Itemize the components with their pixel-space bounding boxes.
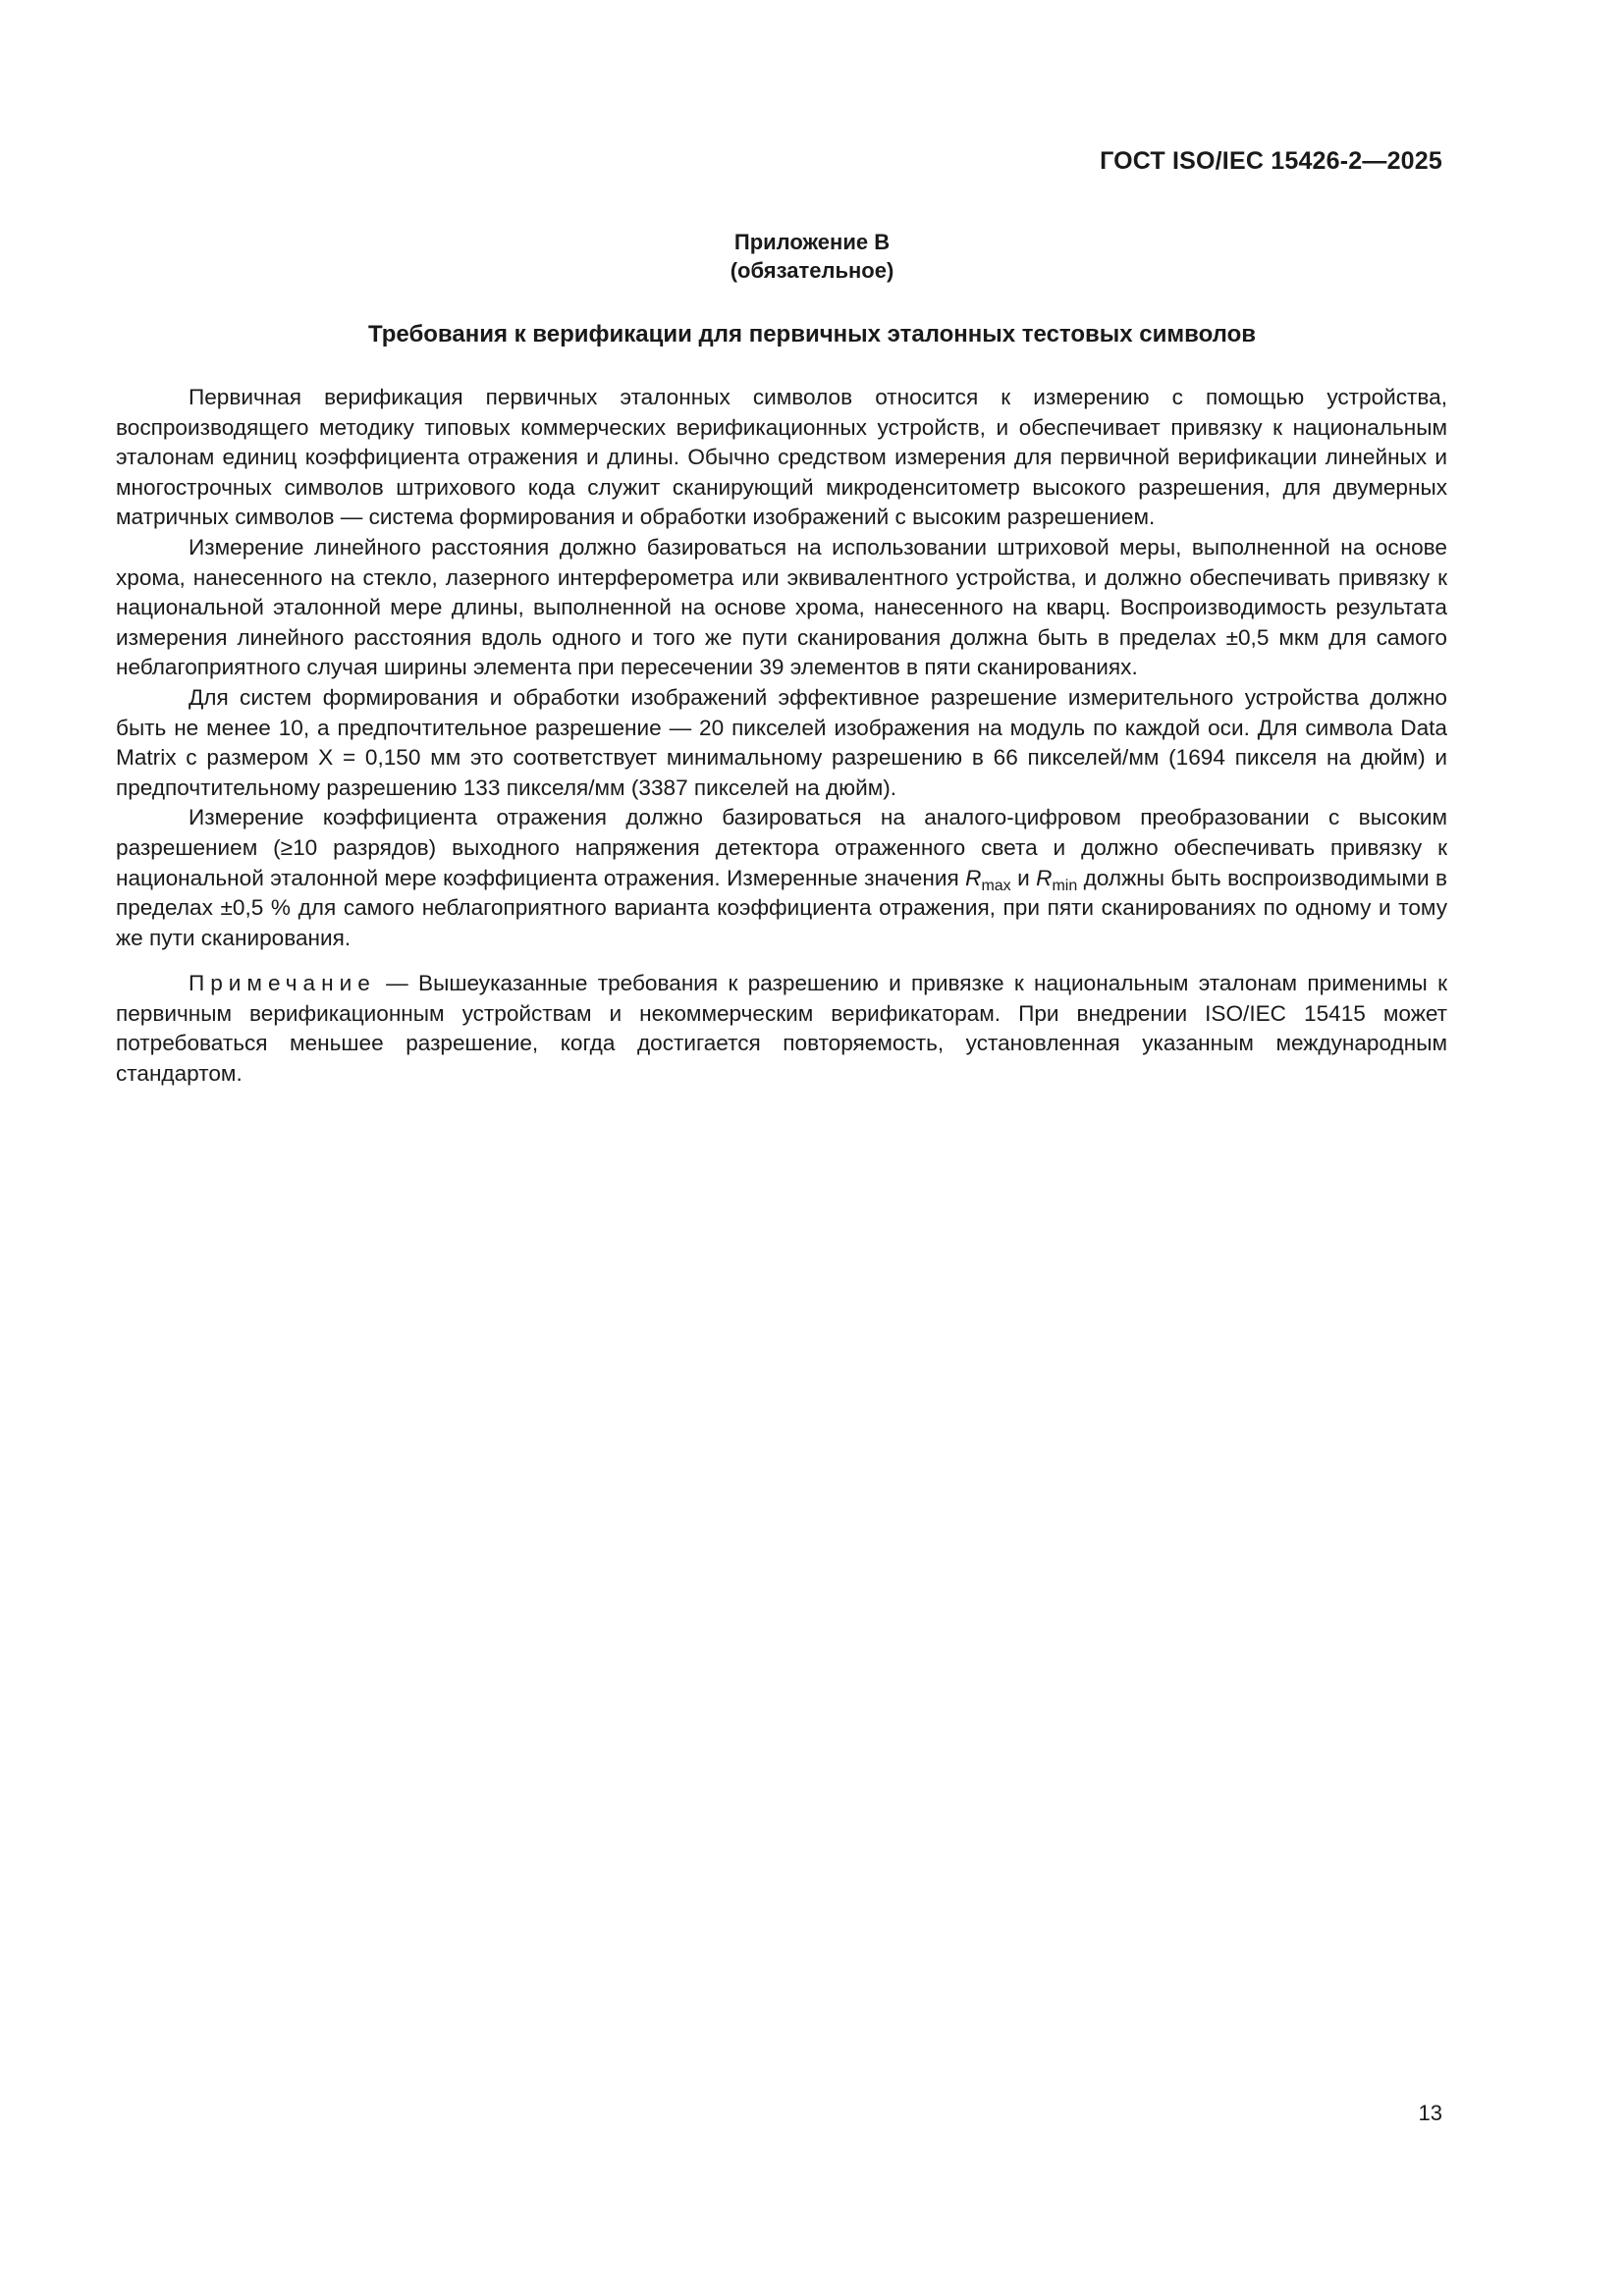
paragraph-linear-distance: Измерение линейного расстояния должно базироваться на использовании штриховой меры, выполненной на основе хрома, нанесенного на стекло, лазерного интерферометра или эквивалентного устройства, и должно обеспечивать привязку к национальной эталонной мере длины, выполненной на основе хрома, нанесенного на кварц. Воспроизводимость результата измерения линейного расстояния вдоль одного и того же пути сканирования должна быть в пределах ±0,5 мкм для самого неблагоприятного случая ширины элемента при пересечении 39 элементов в пяти сканированиях.	[116, 534, 1447, 680]
reflectance-conjunction: и	[1010, 865, 1037, 890]
page-number: 13	[1418, 2101, 1442, 2125]
paragraph-imaging-resolution: Для систем формирования и обработки изображений эффективное разрешение измерительного устройства должно быть не менее 10, а предпочтительное разрешение — 20 пикселей изображения на модуль по каждой оси. Для символа Data Matrix с размером X = 0,150 мм это соответствует минимальному разрешению в 66 пикселей/мм (1694 пикселя на дюйм) и предпочтительному разрешению 133 пикселя/мм (3387 пикселей на дюйм).	[116, 684, 1447, 800]
annex-heading	[0, 228, 1624, 285]
r-max-symbol: R	[965, 865, 982, 890]
standard-code-header: ГОСТ ISO/IEC 15426-2—2025	[1100, 147, 1442, 175]
r-min-symbol: R	[1036, 865, 1053, 890]
note-paragraph	[116, 969, 1447, 1089]
document-body	[116, 383, 1447, 1090]
annex-label: Приложение В	[733, 230, 891, 254]
reflectance-text-before: Измерение коэффициента отражения должно базироваться на аналого-цифровом преобразовании с высоким разрешением (≥10 разрядов) выходного напряжения детектора отраженного света и должно обеспечивать привязку к национальной эталонной мере коэффициента отражения. Измеренные значения	[116, 805, 1447, 890]
annex-status: (обязательное)	[730, 258, 894, 283]
r-min-subscript: min	[1052, 877, 1078, 894]
paragraph-reflectance	[116, 803, 1447, 953]
annex-title: Требования к верификации для первичных эталонных тестовых символов	[368, 321, 1256, 347]
paragraph-primary-verification: Первичная верификация первичных эталонных символов относится к измерению с помощью устройства, воспроизводящего методику типовых коммерческих верификационных устройств, и обеспечивает привязку к национальным эталонам единиц коэффициента отражения и длины. Обычно средством измерения для первичной верификации линейных и многострочных символов штрихового кода служит сканирующий микроденситометр высокого разрешения, для двумерных матричных символов — система формирования и обработки изображений с высоким разрешением.	[116, 385, 1447, 530]
note-label: Примечание	[189, 971, 376, 996]
note-text: — Вышеуказанные требования к разрешению и привязке к национальным эталонам применимы к первичным верификационным устройствам и некоммерческим верификаторам. При внедрении ISO/IEC 15415 может потребоваться меньшее разрешение, когда достигается повторяемость, установленная указанным международным стандартом.	[116, 971, 1447, 1087]
r-max-subscript: max	[981, 877, 1011, 894]
reflectance-text-after: должны быть воспроизводимыми в пределах ±0,5 % для самого неблагоприятного варианта коэффициента отражения, при пяти сканированиях по одному и тому же пути сканирования.	[116, 865, 1447, 950]
